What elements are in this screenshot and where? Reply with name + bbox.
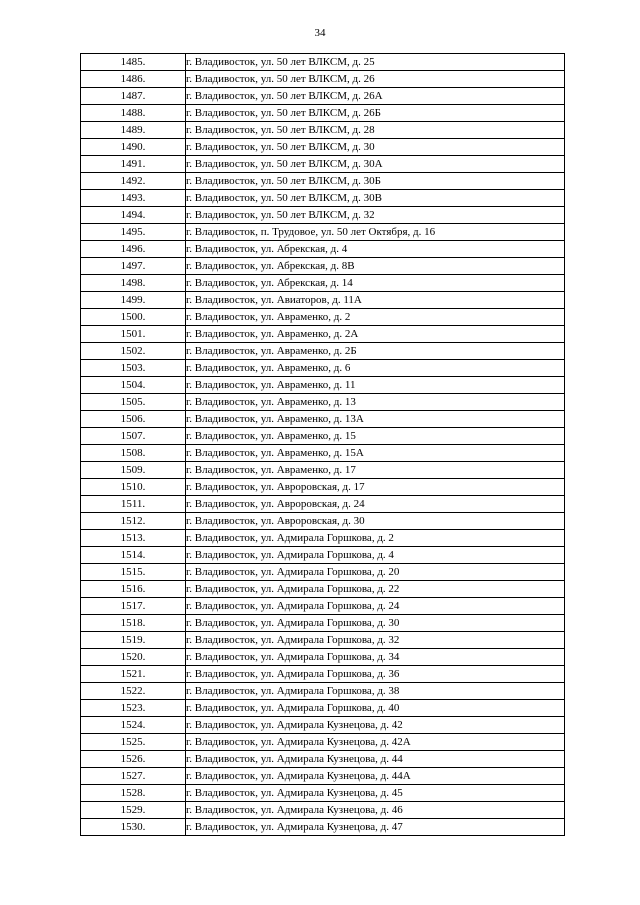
row-number-cell: 1488.	[81, 105, 186, 122]
address-cell: г. Владивосток, ул. Авроровская, д. 17	[186, 479, 565, 496]
address-cell: г. Владивосток, ул. Адмирала Горшкова, д. 20	[186, 564, 565, 581]
address-cell: г. Владивосток, ул. Авраменко, д. 2А	[186, 326, 565, 343]
row-number-cell: 1512.	[81, 513, 186, 530]
table-row	[81, 292, 565, 309]
table-row	[81, 258, 565, 275]
row-number-cell: 1527.	[81, 768, 186, 785]
address-cell: г. Владивосток, ул. Авроровская, д. 24	[186, 496, 565, 513]
address-cell: г. Владивосток, ул. Адмирала Кузнецова, д. 44А	[186, 768, 565, 785]
address-table-body	[81, 54, 565, 836]
table-row	[81, 309, 565, 326]
table-row	[81, 190, 565, 207]
row-number-cell: 1529.	[81, 802, 186, 819]
address-cell: г. Владивосток, ул. Адмирала Горшкова, д. 34	[186, 649, 565, 666]
row-number-cell: 1508.	[81, 445, 186, 462]
address-cell: г. Владивосток, ул. Адмирала Кузнецова, д. 42	[186, 717, 565, 734]
row-number-cell: 1495.	[81, 224, 186, 241]
address-cell: г. Владивосток, ул. Адмирала Горшкова, д. 36	[186, 666, 565, 683]
table-row	[81, 224, 565, 241]
row-number-cell: 1518.	[81, 615, 186, 632]
table-row	[81, 122, 565, 139]
table-row	[81, 207, 565, 224]
row-number-cell: 1504.	[81, 377, 186, 394]
table-row	[81, 462, 565, 479]
table-row	[81, 513, 565, 530]
row-number-cell: 1497.	[81, 258, 186, 275]
table-row	[81, 496, 565, 513]
address-cell: г. Владивосток, ул. 50 лет ВЛКСМ, д. 32	[186, 207, 565, 224]
row-number-cell: 1514.	[81, 547, 186, 564]
table-row	[81, 275, 565, 292]
row-number-cell: 1490.	[81, 139, 186, 156]
table-row	[81, 54, 565, 71]
table-row	[81, 530, 565, 547]
table-row	[81, 564, 565, 581]
address-cell: г. Владивосток, ул. Адмирала Горшкова, д. 4	[186, 547, 565, 564]
table-row	[81, 479, 565, 496]
table-row	[81, 666, 565, 683]
address-cell: г. Владивосток, ул. Авраменко, д. 15А	[186, 445, 565, 462]
row-number-cell: 1528.	[81, 785, 186, 802]
table-row	[81, 581, 565, 598]
address-cell: г. Владивосток, ул. Абрекская, д. 4	[186, 241, 565, 258]
address-table	[80, 53, 565, 836]
row-number-cell: 1503.	[81, 360, 186, 377]
table-row	[81, 632, 565, 649]
table-row	[81, 156, 565, 173]
row-number-cell: 1510.	[81, 479, 186, 496]
address-cell: г. Владивосток, ул. Авроровская, д. 30	[186, 513, 565, 530]
row-number-cell: 1525.	[81, 734, 186, 751]
table-row	[81, 615, 565, 632]
address-cell: г. Владивосток, ул. Адмирала Горшкова, д. 22	[186, 581, 565, 598]
row-number-cell: 1486.	[81, 71, 186, 88]
row-number-cell: 1517.	[81, 598, 186, 615]
row-number-cell: 1498.	[81, 275, 186, 292]
address-cell: г. Владивосток, ул. Адмирала Горшкова, д. 40	[186, 700, 565, 717]
address-cell: г. Владивосток, ул. Абрекская, д. 8В	[186, 258, 565, 275]
table-row	[81, 241, 565, 258]
row-number-cell: 1524.	[81, 717, 186, 734]
table-row	[81, 445, 565, 462]
table-row	[81, 683, 565, 700]
table-row	[81, 768, 565, 785]
table-row	[81, 819, 565, 836]
table-row	[81, 428, 565, 445]
address-cell: г. Владивосток, ул. Адмирала Горшкова, д. 38	[186, 683, 565, 700]
row-number-cell: 1530.	[81, 819, 186, 836]
address-cell: г. Владивосток, ул. Авраменко, д. 15	[186, 428, 565, 445]
address-cell: г. Владивосток, ул. Авраменко, д. 17	[186, 462, 565, 479]
row-number-cell: 1492.	[81, 173, 186, 190]
table-row	[81, 547, 565, 564]
address-cell: г. Владивосток, ул. 50 лет ВЛКСМ, д. 30	[186, 139, 565, 156]
table-row	[81, 105, 565, 122]
table-row	[81, 649, 565, 666]
row-number-cell: 1521.	[81, 666, 186, 683]
address-cell: г. Владивосток, ул. 50 лет ВЛКСМ, д. 26Б	[186, 105, 565, 122]
address-cell: г. Владивосток, ул. 50 лет ВЛКСМ, д. 25	[186, 54, 565, 71]
table-row	[81, 700, 565, 717]
table-row	[81, 717, 565, 734]
address-cell: г. Владивосток, ул. Авраменко, д. 2Б	[186, 343, 565, 360]
address-cell: г. Владивосток, ул. Авраменко, д. 13А	[186, 411, 565, 428]
row-number-cell: 1491.	[81, 156, 186, 173]
address-cell: г. Владивосток, ул. Авраменко, д. 2	[186, 309, 565, 326]
table-row	[81, 785, 565, 802]
row-number-cell: 1502.	[81, 343, 186, 360]
address-cell: г. Владивосток, ул. Авраменко, д. 13	[186, 394, 565, 411]
row-number-cell: 1499.	[81, 292, 186, 309]
address-cell: г. Владивосток, ул. Адмирала Горшкова, д. 24	[186, 598, 565, 615]
address-cell: г. Владивосток, ул. 50 лет ВЛКСМ, д. 26А	[186, 88, 565, 105]
table-row	[81, 173, 565, 190]
address-cell: г. Владивосток, ул. Адмирала Кузнецова, д. 45	[186, 785, 565, 802]
row-number-cell: 1496.	[81, 241, 186, 258]
address-cell: г. Владивосток, ул. Адмирала Кузнецова, д. 47	[186, 819, 565, 836]
table-row	[81, 88, 565, 105]
row-number-cell: 1485.	[81, 54, 186, 71]
row-number-cell: 1487.	[81, 88, 186, 105]
row-number-cell: 1522.	[81, 683, 186, 700]
row-number-cell: 1509.	[81, 462, 186, 479]
address-cell: г. Владивосток, ул. Адмирала Кузнецова, д. 46	[186, 802, 565, 819]
table-row	[81, 139, 565, 156]
address-cell: г. Владивосток, ул. 50 лет ВЛКСМ, д. 30Б	[186, 173, 565, 190]
address-cell: г. Владивосток, п. Трудовое, ул. 50 лет Октября, д. 16	[186, 224, 565, 241]
address-cell: г. Владивосток, ул. Абрекская, д. 14	[186, 275, 565, 292]
address-cell: г. Владивосток, ул. Адмирала Горшкова, д. 30	[186, 615, 565, 632]
table-row	[81, 377, 565, 394]
table-row	[81, 360, 565, 377]
address-cell: г. Владивосток, ул. Авиаторов, д. 11А	[186, 292, 565, 309]
row-number-cell: 1520.	[81, 649, 186, 666]
address-cell: г. Владивосток, ул. Адмирала Горшкова, д. 2	[186, 530, 565, 547]
page-number: 34	[314, 27, 326, 39]
row-number-cell: 1526.	[81, 751, 186, 768]
table-row	[81, 734, 565, 751]
row-number-cell: 1494.	[81, 207, 186, 224]
row-number-cell: 1501.	[81, 326, 186, 343]
address-cell: г. Владивосток, ул. Авраменко, д. 6	[186, 360, 565, 377]
table-row	[81, 802, 565, 819]
address-cell: г. Владивосток, ул. Адмирала Кузнецова, д. 44	[186, 751, 565, 768]
row-number-cell: 1511.	[81, 496, 186, 513]
table-row	[81, 394, 565, 411]
address-cell: г. Владивосток, ул. Адмирала Горшкова, д. 32	[186, 632, 565, 649]
address-cell: г. Владивосток, ул. 50 лет ВЛКСМ, д. 26	[186, 71, 565, 88]
row-number-cell: 1493.	[81, 190, 186, 207]
row-number-cell: 1489.	[81, 122, 186, 139]
address-cell: г. Владивосток, ул. 50 лет ВЛКСМ, д. 30А	[186, 156, 565, 173]
table-row	[81, 598, 565, 615]
table-row	[81, 411, 565, 428]
row-number-cell: 1507.	[81, 428, 186, 445]
table-row	[81, 343, 565, 360]
table-row	[81, 326, 565, 343]
row-number-cell: 1506.	[81, 411, 186, 428]
address-cell: г. Владивосток, ул. Адмирала Кузнецова, д. 42А	[186, 734, 565, 751]
row-number-cell: 1516.	[81, 581, 186, 598]
table-row	[81, 71, 565, 88]
row-number-cell: 1523.	[81, 700, 186, 717]
table-row	[81, 751, 565, 768]
row-number-cell: 1505.	[81, 394, 186, 411]
address-cell: г. Владивосток, ул. Авраменко, д. 11	[186, 377, 565, 394]
row-number-cell: 1515.	[81, 564, 186, 581]
address-cell: г. Владивосток, ул. 50 лет ВЛКСМ, д. 30В	[186, 190, 565, 207]
row-number-cell: 1519.	[81, 632, 186, 649]
row-number-cell: 1500.	[81, 309, 186, 326]
row-number-cell: 1513.	[81, 530, 186, 547]
address-cell: г. Владивосток, ул. 50 лет ВЛКСМ, д. 28	[186, 122, 565, 139]
